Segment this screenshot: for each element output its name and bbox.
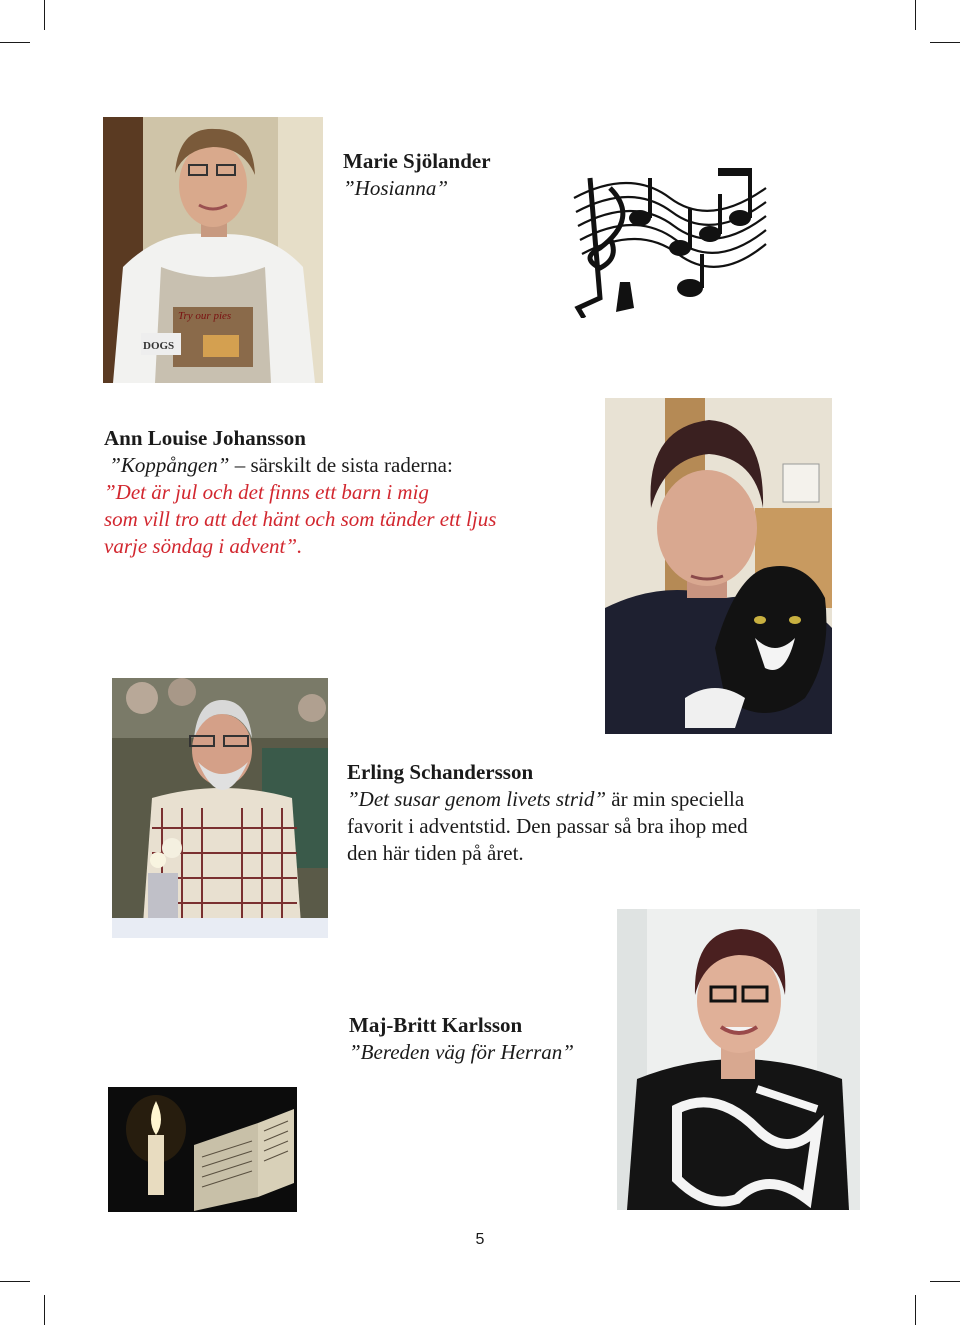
- comment-line: favorit i adventstid. Den passar så bra ihop med: [347, 814, 748, 838]
- music-notes-illustration: [570, 158, 768, 318]
- entry-marie-sjolander: [343, 148, 491, 202]
- entry-ann-louise-johansson: [104, 425, 496, 560]
- quote-line: som vill tro att det hänt och som tänder ett ljus: [104, 507, 497, 531]
- crop-mark: [44, 1295, 45, 1325]
- photo-erling-schandersson: [112, 678, 328, 938]
- singer-name: Erling Schandersson: [347, 760, 534, 784]
- photo-candle-and-hymnal: [108, 1087, 297, 1212]
- apron-text: Try our pies: [178, 310, 232, 322]
- page-number: 5: [475, 1231, 485, 1248]
- singer-name: Ann Louise Johansson: [104, 426, 306, 450]
- song-note: – särskilt de sista raderna:: [229, 453, 453, 477]
- song-title: ”Det susar genom livets strid”: [347, 787, 607, 811]
- singer-name: Marie Sjölander: [343, 149, 491, 173]
- comment-line: är min speciella: [606, 787, 745, 811]
- crop-mark: [0, 1281, 30, 1282]
- quote-line: varje söndag i advent”.: [104, 534, 303, 558]
- crop-mark: [915, 0, 916, 30]
- crop-mark: [930, 1281, 960, 1282]
- crop-mark: [915, 1295, 916, 1325]
- song-title: ”Hosianna”: [343, 176, 449, 200]
- entry-maj-britt-karlsson: [349, 1012, 574, 1066]
- photo-woman-with-cat: [605, 398, 832, 734]
- singer-name: Maj-Britt Karlsson: [349, 1013, 523, 1037]
- apron-dogs-text: DOGS: [143, 340, 175, 352]
- entry-erling-schandersson: [347, 759, 748, 867]
- crop-mark: [930, 42, 960, 43]
- quote-line: ”Det är jul och det finns ett barn i mig: [104, 480, 429, 504]
- crop-mark: [0, 42, 30, 43]
- comment-line: den här tiden på året.: [347, 841, 524, 865]
- song-title: ”Koppången”: [109, 453, 230, 477]
- photo-marie-sjolander: [103, 117, 323, 383]
- photo-maj-britt-karlsson: [617, 909, 860, 1210]
- song-title: ”Bereden väg för Herran”: [349, 1040, 574, 1064]
- crop-mark: [44, 0, 45, 30]
